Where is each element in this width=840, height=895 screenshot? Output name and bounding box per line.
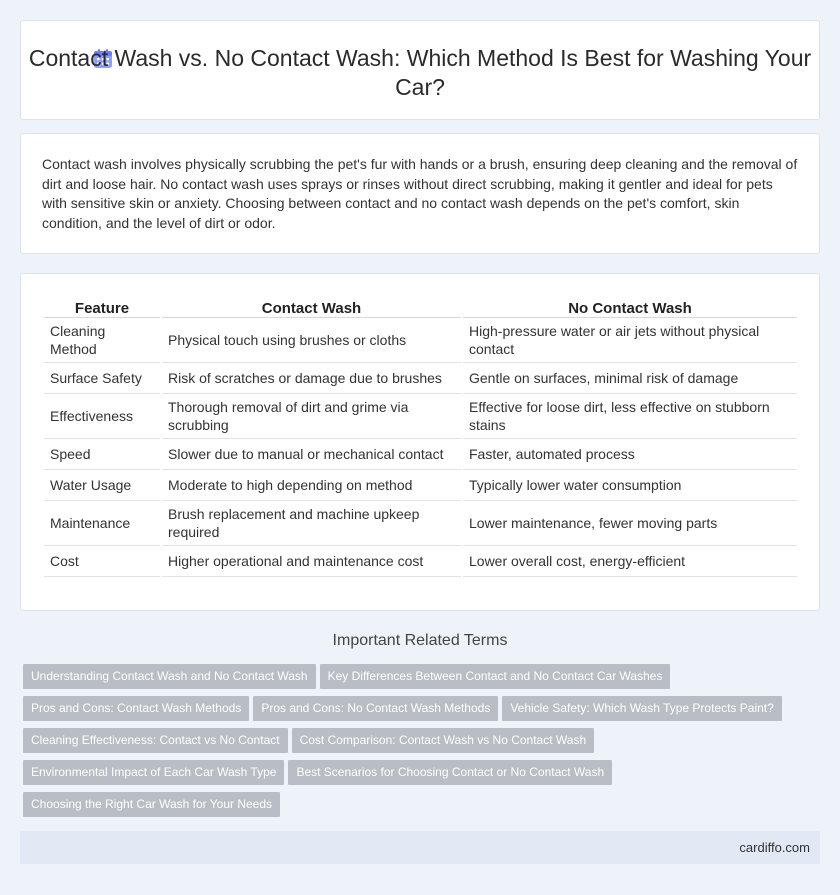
- related-term-tag[interactable]: Choosing the Right Car Wash for Your Needs: [23, 792, 280, 817]
- column-header-contact-wash: Contact Wash: [162, 296, 461, 318]
- table-header-row: [44, 296, 797, 318]
- no-contact-wash-cell: Faster, automated process: [463, 439, 797, 470]
- footer: [20, 831, 820, 864]
- table-row: [44, 470, 797, 501]
- feature-cell: Effectiveness: [44, 394, 160, 439]
- feature-cell: Cost: [44, 546, 160, 577]
- table-row: [44, 363, 797, 394]
- related-term-tag[interactable]: Key Differences Between Contact and No Contact Car Washes: [320, 664, 671, 689]
- feature-cell: Surface Safety: [44, 363, 160, 394]
- contact-wash-cell: Thorough removal of dirt and grime via scrubbing: [162, 394, 461, 439]
- no-contact-wash-cell: Typically lower water consumption: [463, 470, 797, 501]
- related-term-tag[interactable]: Pros and Cons: Contact Wash Methods: [23, 696, 249, 721]
- no-contact-wash-cell: Gentle on surfaces, minimal risk of damage: [463, 363, 797, 394]
- table-row: [44, 394, 797, 439]
- contact-wash-cell: Risk of scratches or damage due to brushes: [162, 363, 461, 394]
- related-term-tag[interactable]: Vehicle Safety: Which Wash Type Protects Paint?: [502, 696, 781, 721]
- no-contact-wash-cell: Lower overall cost, energy-efficient: [463, 546, 797, 577]
- feature-cell: Speed: [44, 439, 160, 470]
- column-header-feature: Feature: [44, 296, 160, 318]
- contact-wash-cell: Physical touch using brushes or cloths: [162, 318, 461, 363]
- footer-site-link[interactable]: cardiffo.com: [739, 840, 810, 855]
- comparison-table-card: [20, 273, 820, 611]
- table-row: [44, 546, 797, 577]
- contact-wash-cell: Moderate to high depending on method: [162, 470, 461, 501]
- related-terms-tags: [23, 664, 803, 824]
- no-contact-wash-cell: Effective for loose dirt, less effective on stubborn stains: [463, 394, 797, 439]
- intro-card: [20, 133, 820, 254]
- no-contact-wash-cell: High-pressure water or air jets without physical contact: [463, 318, 797, 363]
- related-term-tag[interactable]: Pros and Cons: No Contact Wash Methods: [253, 696, 498, 721]
- column-header-no-contact-wash: No Contact Wash: [463, 296, 797, 318]
- related-term-tag[interactable]: Cost Comparison: Contact Wash vs No Contact Wash: [292, 728, 595, 753]
- page-title: Contact Wash vs. No Contact Wash: Which Method Is Best for Washing Your Car?: [28, 45, 812, 100]
- related-term-tag[interactable]: Understanding Contact Wash and No Contact Wash: [23, 664, 316, 689]
- comparison-table: [42, 296, 799, 577]
- related-term-tag[interactable]: Cleaning Effectiveness: Contact vs No Contact: [23, 728, 288, 753]
- intro-paragraph: Contact wash involves physically scrubbing the pet's fur with hands or a brush, ensuring deep cleaning and the removal of dirt and loose hair. No contact wash uses sprays or rinses without direct scrubbing, making it gentler and ideal for pets with sensitive skin or anxiety. Choosing between contact and no contact wash depends on the pet's comfort, skin condition, and the level of dirt or odor.: [42, 156, 798, 231]
- table-row: [44, 318, 797, 363]
- feature-cell: Water Usage: [44, 470, 160, 501]
- related-term-tag[interactable]: Environmental Impact of Each Car Wash Type: [23, 760, 284, 785]
- contact-wash-cell: Higher operational and maintenance cost: [162, 546, 461, 577]
- feature-cell: Cleaning Method: [44, 318, 160, 363]
- related-terms-title: Important Related Terms: [332, 632, 508, 649]
- table-row: [44, 501, 797, 546]
- table-row: [44, 439, 797, 470]
- feature-cell: Maintenance: [44, 501, 160, 546]
- contact-wash-cell: Slower due to manual or mechanical contact: [162, 439, 461, 470]
- contact-wash-cell: Brush replacement and machine upkeep required: [162, 501, 461, 546]
- no-contact-wash-cell: Lower maintenance, fewer moving parts: [463, 501, 797, 546]
- related-term-tag[interactable]: Best Scenarios for Choosing Contact or No Contact Wash: [288, 760, 612, 785]
- header-card: [20, 20, 820, 120]
